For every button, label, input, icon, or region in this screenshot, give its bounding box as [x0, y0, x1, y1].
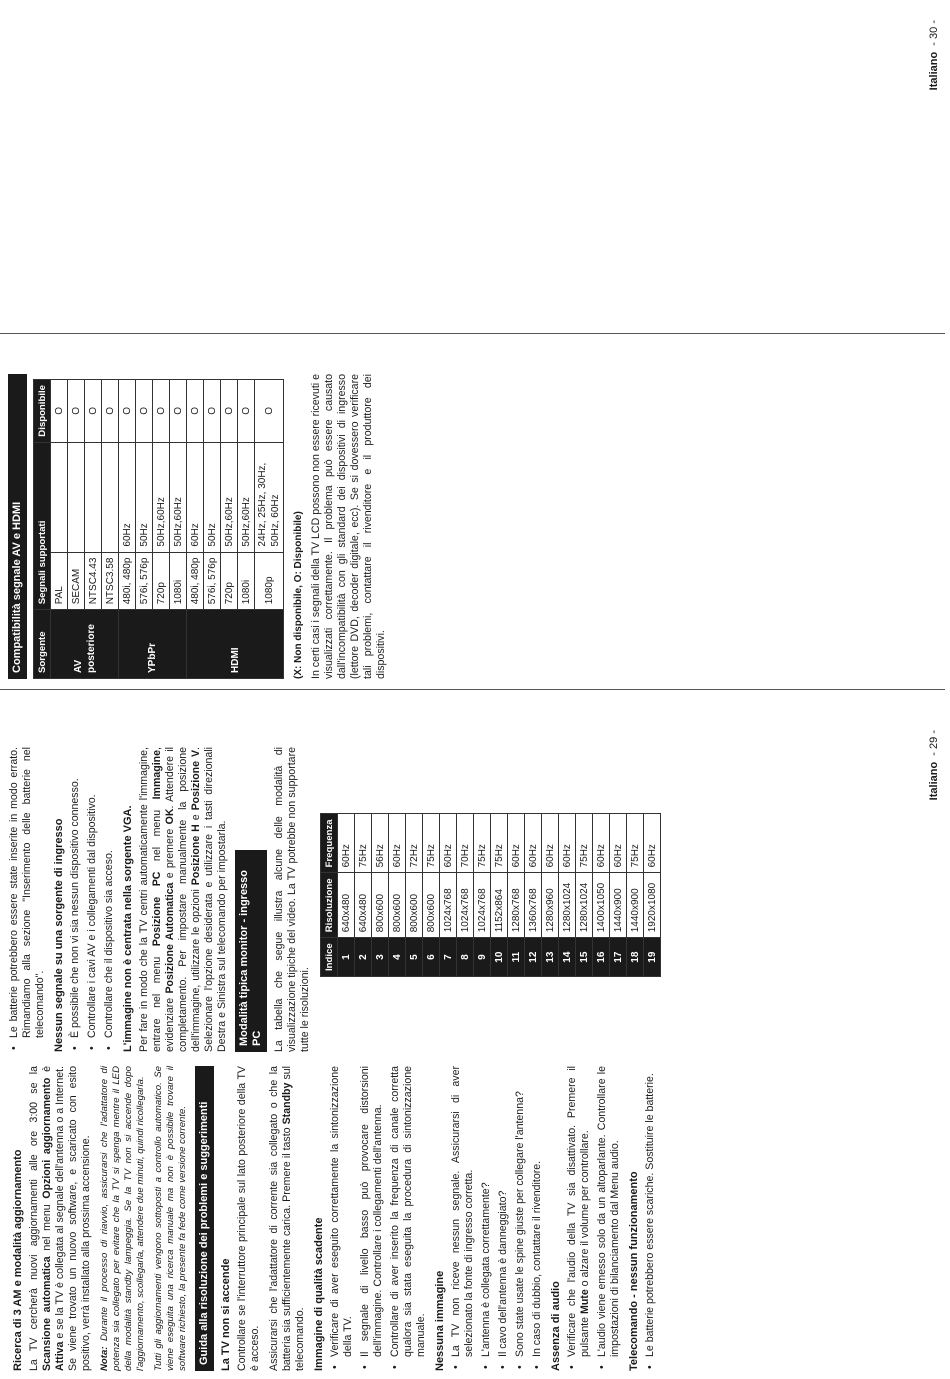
heading-vga: L'immagine non è centrata nella sorgente VGA.: [122, 805, 134, 1052]
heading-update: Ricerca di 3 AM e modalità aggiornamento: [12, 1149, 24, 1371]
signal-cell: 576i, 576p: [136, 552, 153, 610]
index-cell: 15: [576, 938, 593, 977]
index-cell: 7: [440, 938, 457, 977]
frequency-cell: 50Hz: [136, 442, 153, 552]
frequency-cell: 60Hz: [644, 814, 661, 873]
table-row: [187, 380, 204, 679]
frequency-cell: 60Hz: [542, 814, 559, 873]
signal-cell: 720p: [221, 552, 238, 610]
signal-cell: NTSC4.43: [85, 552, 102, 610]
table-row: [525, 814, 542, 977]
frequency-cell: 24Hz, 25Hz, 30Hz, 50Hz, 60Hz: [255, 442, 284, 552]
resolution-cell: 800x600: [406, 873, 423, 938]
list-item: • Controllare che il dispositivo sia acceso.: [103, 850, 115, 1050]
list-item: • Le batterie potrebbero essere scariche. Sostituire le batterie.: [644, 1073, 656, 1369]
resolution-cell: 800x600: [389, 873, 406, 938]
table-header-row: [321, 814, 338, 977]
signal-cell: 480i, 480p: [119, 552, 136, 610]
index-cell: 18: [627, 938, 644, 977]
pc-table-body: [338, 814, 661, 977]
available-cell: O: [221, 380, 238, 443]
heading-poor-quality: Immagine di qualità scadente: [313, 1217, 325, 1371]
list-item: • Il segnale di livello basso può provocare distorsioni dell'immagine. Controllare i collegamenti dell'antenna.: [359, 1066, 384, 1369]
note-auto-check: Tutti gli aggiornamenti vengono sottoposti a controllo automatico. Se viene eseguita una ricerca manuale ma non è possibile trovare il software richiesto, la presente fa fede come versione corrente.: [153, 1066, 188, 1371]
frequency-cell: 75Hz: [423, 814, 440, 873]
signal-cell: 1080i: [238, 552, 255, 610]
heading-tv-no-power: La TV non si accende: [220, 1258, 232, 1371]
para-main-switch: Controllare se l'interruttore principale sul lato posteriore della TV è acceso.: [236, 1066, 261, 1371]
table-row: [593, 814, 610, 977]
frequency-cell: 56Hz: [372, 814, 389, 873]
table-row: [576, 814, 593, 977]
table-row: [474, 814, 491, 977]
frequency-cell: 60Hz: [525, 814, 542, 873]
frequency-cell: 70Hz: [457, 814, 474, 873]
list-item: • L'audio viene emesso solo da un altoparlante. Controllare le impostazioni di bilanciamento dal Menu audio.: [596, 1066, 621, 1369]
col-header-available: Disponibile: [34, 380, 51, 443]
frequency-cell: 50Hz,60Hz: [170, 442, 187, 552]
column-left: [8, 1066, 663, 1371]
index-cell: 14: [559, 938, 576, 977]
signal-cell: 720p: [153, 552, 170, 610]
index-cell: 17: [610, 938, 627, 977]
section-bar-pc-mode: Modalità tipica monitor - ingresso PC: [235, 850, 267, 1052]
para-compat: In certi casi i segnali della TV LCD possono non essere ricevuti e visualizzati correttamente. Il problema può essere causato dall'incompatibilità con gli standard dei dispositivi di ingresso (lettore DVD, decoder digitale, ecc). Se si dovessero verificare tali problemi, contattare il rivenditore e il produttore dei dispositivi.: [310, 374, 387, 679]
resolution-cell: 1920x1080: [644, 873, 661, 938]
list-no-image: [450, 1066, 544, 1371]
resolution-cell: 1024x768: [457, 873, 474, 938]
frequency-cell: [102, 442, 119, 552]
page-divider: [0, 689, 945, 690]
index-cell: 10: [491, 938, 508, 977]
frequency-cell: 60Hz: [440, 814, 457, 873]
list-item: • Verificare che l'audio della TV sia disattivato. Premere il pulsante Mute o alzare il volume per controllare.: [566, 1066, 591, 1369]
frequency-cell: 60Hz: [119, 442, 136, 552]
signal-cell: SECAM: [68, 552, 85, 610]
list-item: • Controllare di aver inserito la frequenza di canale corretta qualora sia stata eseguita la procedura di sintonizzazione manuale.: [389, 1066, 427, 1369]
resolution-cell: 640x480: [355, 873, 372, 938]
table-row: [627, 814, 644, 977]
resolution-cell: 1280x960: [542, 873, 559, 938]
frequency-cell: [85, 442, 102, 552]
footer-page-30: Italiano - 30 -: [928, 20, 940, 91]
col-header-signals: Segnali supportati: [34, 442, 51, 610]
index-cell: 1: [338, 938, 355, 977]
available-cell: O: [170, 380, 187, 443]
table-row: [423, 814, 440, 977]
index-cell: 16: [593, 938, 610, 977]
available-cell: O: [136, 380, 153, 443]
index-cell: 3: [372, 938, 389, 977]
available-cell: O: [204, 380, 221, 443]
resolution-cell: 1280x768: [508, 873, 525, 938]
frequency-cell: 60Hz: [187, 442, 204, 552]
table-row: [338, 814, 355, 977]
list-item: • In caso di dubbio, contattare il rivenditore.: [531, 1160, 543, 1369]
column-compat: [8, 374, 394, 679]
available-cell: O: [68, 380, 85, 443]
frequency-cell: 75Hz: [474, 814, 491, 873]
table-row: [610, 814, 627, 977]
resolution-cell: 1280x1024: [576, 873, 593, 938]
col-header-index: Indice: [321, 938, 338, 977]
frequency-cell: 50Hz: [204, 442, 221, 552]
resolution-cell: 1280x1024: [559, 873, 576, 938]
available-cell: O: [102, 380, 119, 443]
heading-no-signal: Nessun segnale su una sorgente di ingresso: [53, 818, 65, 1052]
table-row: [119, 380, 136, 679]
available-cell: O: [255, 380, 284, 443]
frequency-cell: 60Hz: [389, 814, 406, 873]
available-cell: O: [187, 380, 204, 443]
table-row: [440, 814, 457, 977]
resolution-cell: 1440x900: [627, 873, 644, 938]
index-cell: 12: [525, 938, 542, 977]
list-item: • Sono state usate le spine giuste per collegare l'antenna?: [514, 1091, 526, 1369]
index-cell: 11: [508, 938, 525, 977]
col-header-source: Sorgente: [34, 610, 51, 679]
col-header-frequency: Frequenza: [321, 814, 338, 873]
av-hdmi-table: [33, 379, 284, 679]
table-header-row: [34, 380, 51, 679]
table-row: [406, 814, 423, 977]
frequency-cell: 75Hz: [576, 814, 593, 873]
list-poor-quality: [329, 1066, 428, 1371]
list-no-audio: [566, 1066, 622, 1371]
section-bar-av-hdmi: Compatibilità segnale AV e HDMI: [8, 374, 27, 679]
resolution-cell: 1152x864: [491, 873, 508, 938]
index-cell: 19: [644, 938, 661, 977]
signal-cell: 480i, 480p: [187, 552, 204, 610]
table-row: [389, 814, 406, 977]
frequency-cell: 60Hz: [508, 814, 525, 873]
para-vga: Per fare in modo che la TV centri automaticamente l'immagine, entrare nel menu Posizione PC nel menu Immagine, evidenziare Posizione Automatica e premere OK. Attendere il completamento. Per impostare manualmente la posizione dell'immagine, utilizzare le opzioni Posizione H e Posizione V. Selezionare l'opzione desiderata e utilizzare i tasti direzionali Destra e Sinistra sul telecomando per impostarla.: [138, 747, 228, 1052]
section-bar-troubleshooting: Guida alla risoluzione dei problemi e suggerimenti: [195, 1066, 214, 1371]
signal-cell: NTSC3.58: [102, 552, 119, 610]
resolution-cell: 800x600: [372, 873, 389, 938]
resolution-cell: 1024x768: [440, 873, 457, 938]
available-cell: O: [153, 380, 170, 443]
list-item: • Il cavo dell'antenna è danneggiato?: [497, 1190, 509, 1369]
index-cell: 13: [542, 938, 559, 977]
av-table-body: [51, 380, 284, 679]
table-row: [372, 814, 389, 977]
table-row: [355, 814, 372, 977]
frequency-cell: 75Hz: [627, 814, 644, 873]
table-row: [508, 814, 525, 977]
table-row: [491, 814, 508, 977]
list-item: • È possibile che non vi sia nessun dispositivo connesso.: [69, 778, 81, 1050]
index-cell: 5: [406, 938, 423, 977]
frequency-cell: 50Hz,60Hz: [153, 442, 170, 552]
resolution-cell: 1024x768: [474, 873, 491, 938]
frequency-cell: 50Hz,60Hz: [238, 442, 255, 552]
resolution-cell: 1360x768: [525, 873, 542, 938]
table-legend: (X: Non disponibile, O: Disponibile): [293, 511, 304, 679]
table-row: [644, 814, 661, 977]
resolution-cell: 1440x900: [610, 873, 627, 938]
page-30: [0, 0, 950, 689]
table-row: [542, 814, 559, 977]
page-29: [0, 690, 950, 1379]
list-item: • Controllare i cavi AV e i collegamenti dal dispositivo.: [86, 794, 98, 1050]
signal-cell: 1080i: [170, 552, 187, 610]
frequency-cell: 60Hz: [559, 814, 576, 873]
list-item: • Verificare di aver eseguito correttamente la sintonizzazione della TV.: [329, 1066, 354, 1369]
heading-no-audio: Assenza di audio: [550, 1281, 562, 1371]
para-pc-mode: La tabella che segue illustra alcune delle modalità di visualizzazione tipiche del video. La TV potrebbe non supportare tutte le risoluzioni.: [273, 747, 311, 1052]
table-row: [559, 814, 576, 977]
available-cell: O: [85, 380, 102, 443]
list-item: • Le batterie potrebbero essere state inserite in modo errato. Rimandiamo alla sezione "Inserimento delle batterie nel telecomando".: [8, 747, 46, 1050]
table-row: [457, 814, 474, 977]
resolution-cell: 640x480: [338, 873, 355, 938]
pc-mode-table: [320, 813, 661, 977]
para-adapter: Assicurarsi che l'adattatore di corrente sia collegato o che la batteria sia sufficientemente carica. Premere il tasto Standby sul telecomando.: [268, 1066, 306, 1371]
list-item: • L'antenna è collegata correttamente?: [480, 1182, 492, 1369]
index-cell: 9: [474, 938, 491, 977]
table-row: [51, 380, 68, 679]
frequency-cell: 75Hz: [355, 814, 372, 873]
list-item: • La TV non riceve nessun segnale. Assicurarsi di aver selezionato la fonte di ingresso corretta.: [450, 1066, 475, 1369]
source-cell: AV posteriore: [51, 610, 119, 679]
heading-remote: Telecomando - nessun funzionamento: [628, 1171, 640, 1371]
col-header-resolution: Risoluzione: [321, 873, 338, 938]
frequency-cell: 60Hz: [338, 814, 355, 873]
footer-page-29: Italiano - 29 -: [928, 730, 940, 801]
available-cell: O: [119, 380, 136, 443]
available-cell: O: [238, 380, 255, 443]
signal-cell: PAL: [51, 552, 68, 610]
frequency-cell: 60Hz: [593, 814, 610, 873]
index-cell: 8: [457, 938, 474, 977]
index-cell: 6: [423, 938, 440, 977]
frequency-cell: [68, 442, 85, 552]
frequency-cell: [51, 442, 68, 552]
signal-cell: 576i, 576p: [204, 552, 221, 610]
heading-no-image: Nessuna immagine: [434, 1270, 446, 1371]
source-cell: HDMI: [187, 610, 284, 679]
signal-cell: 1080p: [255, 552, 284, 610]
resolution-cell: 1400x1050: [593, 873, 610, 938]
index-cell: 2: [355, 938, 372, 977]
frequency-cell: 60Hz: [610, 814, 627, 873]
para-update: La TV cercherà nuovi aggiornamenti alle ore 3:00 se la Scansione automatica nel menu Opzioni aggiornamento è Attiva e se la TV è collegata al segnale dell'antenna o a Internet. Se viene trovato un nuovo software, e scaricato con esito positivo, verrà installato alla prossima accensione.: [28, 1065, 92, 1371]
list-no-signal: [69, 747, 116, 1052]
column-right: [8, 747, 661, 1052]
available-cell: O: [51, 380, 68, 443]
list-remote: [644, 1066, 657, 1371]
source-cell: YPbPr: [119, 610, 187, 679]
frequency-cell: 72Hz: [406, 814, 423, 873]
frequency-cell: 50Hz,60Hz: [221, 442, 238, 552]
list-batteries: [8, 747, 47, 1052]
index-cell: 4: [389, 938, 406, 977]
note-restart: Nota: Durante il processo di riavvio, assicurarsi che l'adattatore di potenza sia collegato per evitare che la TV si spenga mentre il LED della modalità standby lampeggia. Se la TV non si accende dopo l'aggiornamento, scollegarla, attendere due minuti, quindi ricollegarla.: [99, 1066, 146, 1371]
frequency-cell: 75Hz: [491, 814, 508, 873]
resolution-cell: 800x600: [423, 873, 440, 938]
